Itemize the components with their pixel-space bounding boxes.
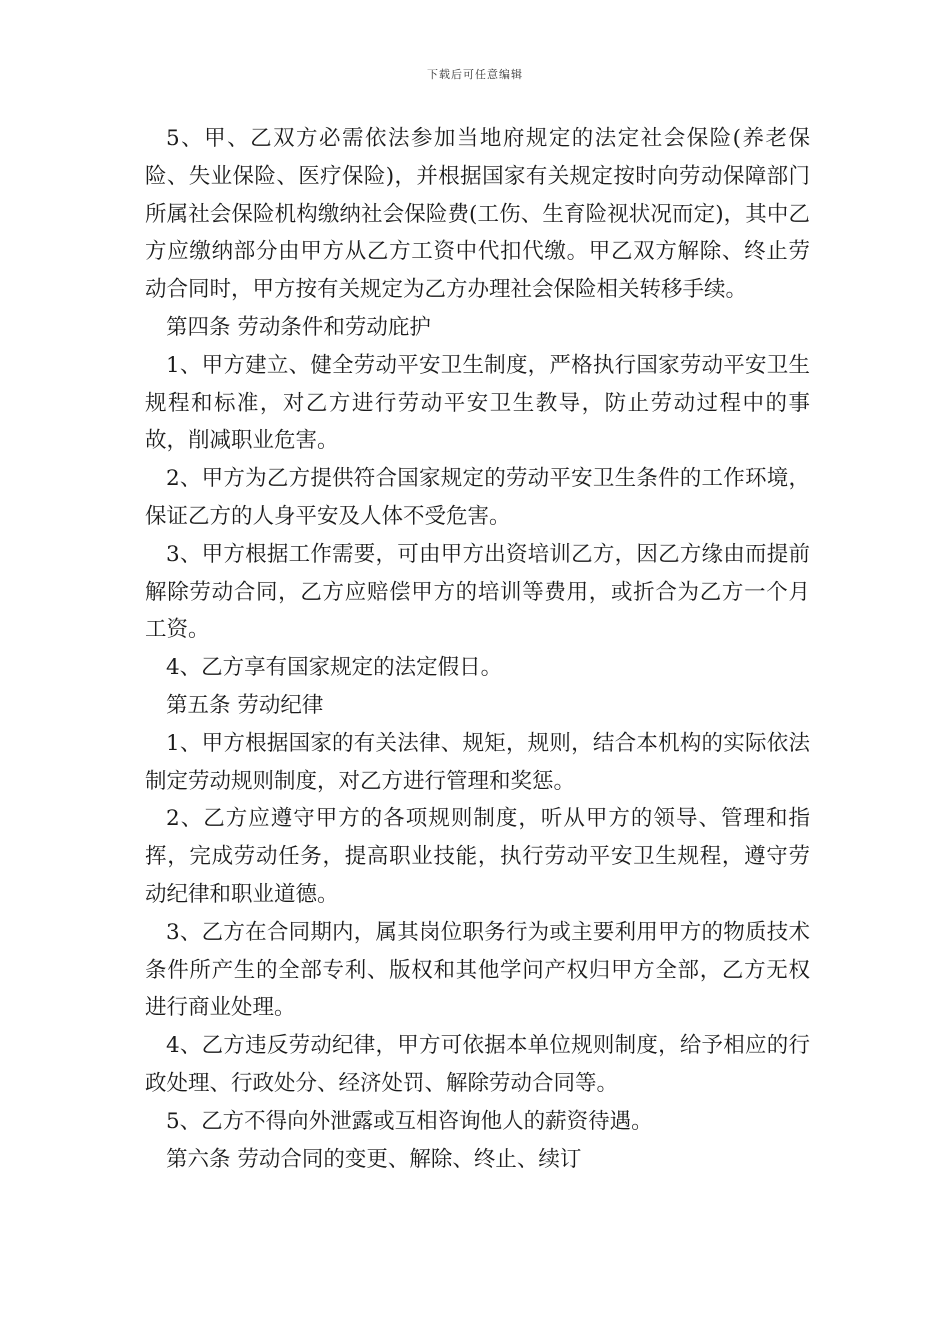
paragraph-clause-5-4: 4、乙方违反劳动纪律，甲方可依据本单位规则制度，给予相应的行政处理、行政处分、经济处罚、解除劳动合同等。 <box>145 1033 810 1096</box>
paragraph-clause-4-2: 2、甲方为乙方提供符合国家规定的劳动平安卫生条件的工作环境，保证乙方的人身平安及人体不受危害。 <box>145 466 810 529</box>
paragraph-clause-4-3: 3、甲方根据工作需要，可由甲方出资培训乙方，因乙方缘由而提前解除劳动合同，乙方应赔偿甲方的培训等费用，或折合为乙方一个月工资。 <box>145 541 810 643</box>
paragraph-clause-5-1: 1、甲方根据国家的有关法律、规矩，规则，结合本机构的实际依法制定劳动规则制度，对乙方进行管理和奖惩。 <box>145 730 810 794</box>
paragraph-clause-4-4: 4、乙方享有国家规定的法定假日。 <box>166 655 503 681</box>
paragraph-clause-4-1: 1、甲方建立、健全劳动平安卫生制度，严格执行国家劳动平安卫生规程和标准，对乙方进行劳动平安卫生教导，防止劳动过程中的事故，削减职业危害。 <box>145 352 810 454</box>
header-note: 下载后可任意编辑 <box>427 68 523 81</box>
paragraph-clause-5-2: 2、乙方应遵守甲方的各项规则制度，听从甲方的领导、管理和指挥，完成劳动任务，提高职业技能，执行劳动平安卫生规程，遵守劳动纪律和职业道德。 <box>145 806 810 907</box>
section-heading-article-4: 第四条 劳动条件和劳动庇护 <box>166 314 431 340</box>
paragraph-clause-4-5: 5、甲、乙双方必需依法参加当地府规定的法定社会保险(养老保险、失业保险、医疗保险)，并根据国家有关规定按时向劳动保障部门所属社会保险机构缴纳社会保险费(工伤、生育险视状况而定)，其中乙方应缴纳部分由甲方从乙方工资中代扣代缴。甲乙双方解除、终止劳动合同时，甲方按有关规定为乙方办理社会保险相关转移手续。 <box>145 126 810 303</box>
section-heading-article-6: 第六条 劳动合同的变更、解除、终止、续订 <box>166 1146 582 1172</box>
section-heading-article-5: 第五条 劳动纪律 <box>166 692 324 718</box>
paragraph-clause-5-5: 5、乙方不得向外泄露或互相咨询他人的薪资待遇。 <box>166 1108 653 1134</box>
paragraph-clause-5-3: 3、乙方在合同期内，属其岗位职务行为或主要利用甲方的物质技术条件所产生的全部专利、版权和其他学问产权归甲方全部，乙方无权进行商业处理。 <box>145 919 810 1021</box>
document-body <box>145 120 810 1178</box>
